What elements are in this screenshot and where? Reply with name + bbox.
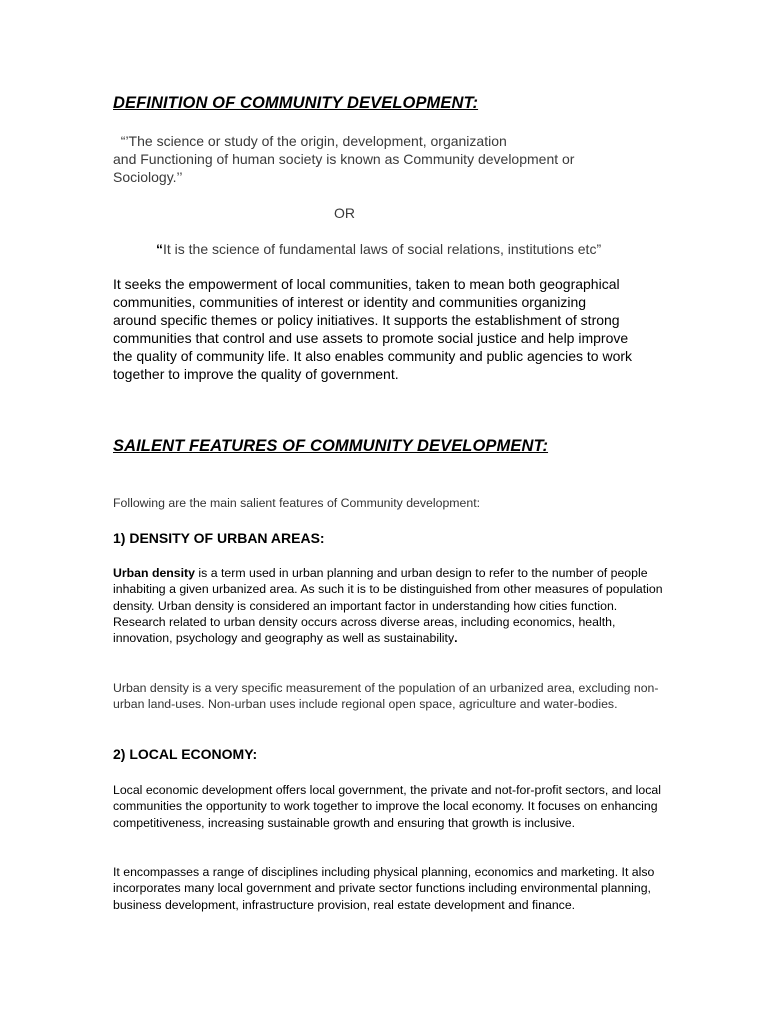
urban-density-text: is a term used in urban planning and urban design to refer to the number of people inhabiting a given urbanized area. As such it is to be distinguished from other measures of population density. Urban density is considered an important factor in understanding how cities function. Research related to urban density occurs across diverse areas, including economics, health, innovation, psychology and geography as well as sustainability xyxy=(113,566,663,646)
salient-intro: Following are the main salient features of Community development: xyxy=(113,496,481,510)
local-economy-paragraph-2: It encompasses a range of disciplines including physical planning, economics and marketing. It also incorporates many local government and private sector functions including environmental planning, business development, infrastructure provision, real estate development and finance. xyxy=(113,865,655,912)
quote-2-open-mark: “ xyxy=(156,241,163,257)
heading-definition: DEFINITION OF COMMUNITY DEVELOPMENT: xyxy=(113,94,479,112)
quote-1-line-3: Sociology.’’ xyxy=(113,169,183,185)
quote-1-line-1: “’The science or study of the origin, development, organization xyxy=(113,133,507,149)
urban-density-measurement-paragraph: Urban density is a very specific measurement of the population of an urbanized area, excluding non-urban land-uses. Non-urban uses include regional open space, agriculture and water-bodies. xyxy=(113,681,659,712)
urban-density-end: . xyxy=(454,631,458,646)
local-economy-paragraph-1: Local economic development offers local government, the private and not-for-profit sectors, and local communities the opportunity to work together to improve the local economy. It focuses on enhancing competitiveness, increasing sustainable growth and ensuring that growth is inclusive. xyxy=(113,783,661,830)
urban-density-term: Urban density xyxy=(113,566,195,580)
quote-2-text: It is the science of fundamental laws of social relations, institutions etc” xyxy=(163,241,602,257)
heading-salient-features: SAILENT FEATURES OF COMMUNITY DEVELOPMENT: xyxy=(113,437,549,455)
or-separator: OR xyxy=(334,205,355,221)
definition-quote-1 xyxy=(113,132,574,186)
empowerment-paragraph: It seeks the empowerment of local communities, taken to mean both geographical communities, communities of interest or identity and communities organizing around specific themes or policy initiatives. It supports the establishment of strong communities that control and use assets to promote social justice and help improve the quality of community life. It also enables community and public agencies to work together to improve the quality of government. xyxy=(113,276,633,382)
quote-1-line-2: and Functioning of human society is known as Community development or xyxy=(113,151,575,167)
heading-density-urban-areas: 1) DENSITY OF URBAN AREAS: xyxy=(113,530,325,546)
urban-density-paragraph xyxy=(113,565,663,646)
heading-local-economy: 2) LOCAL ECONOMY: xyxy=(113,746,258,762)
definition-quote-2 xyxy=(156,240,601,258)
